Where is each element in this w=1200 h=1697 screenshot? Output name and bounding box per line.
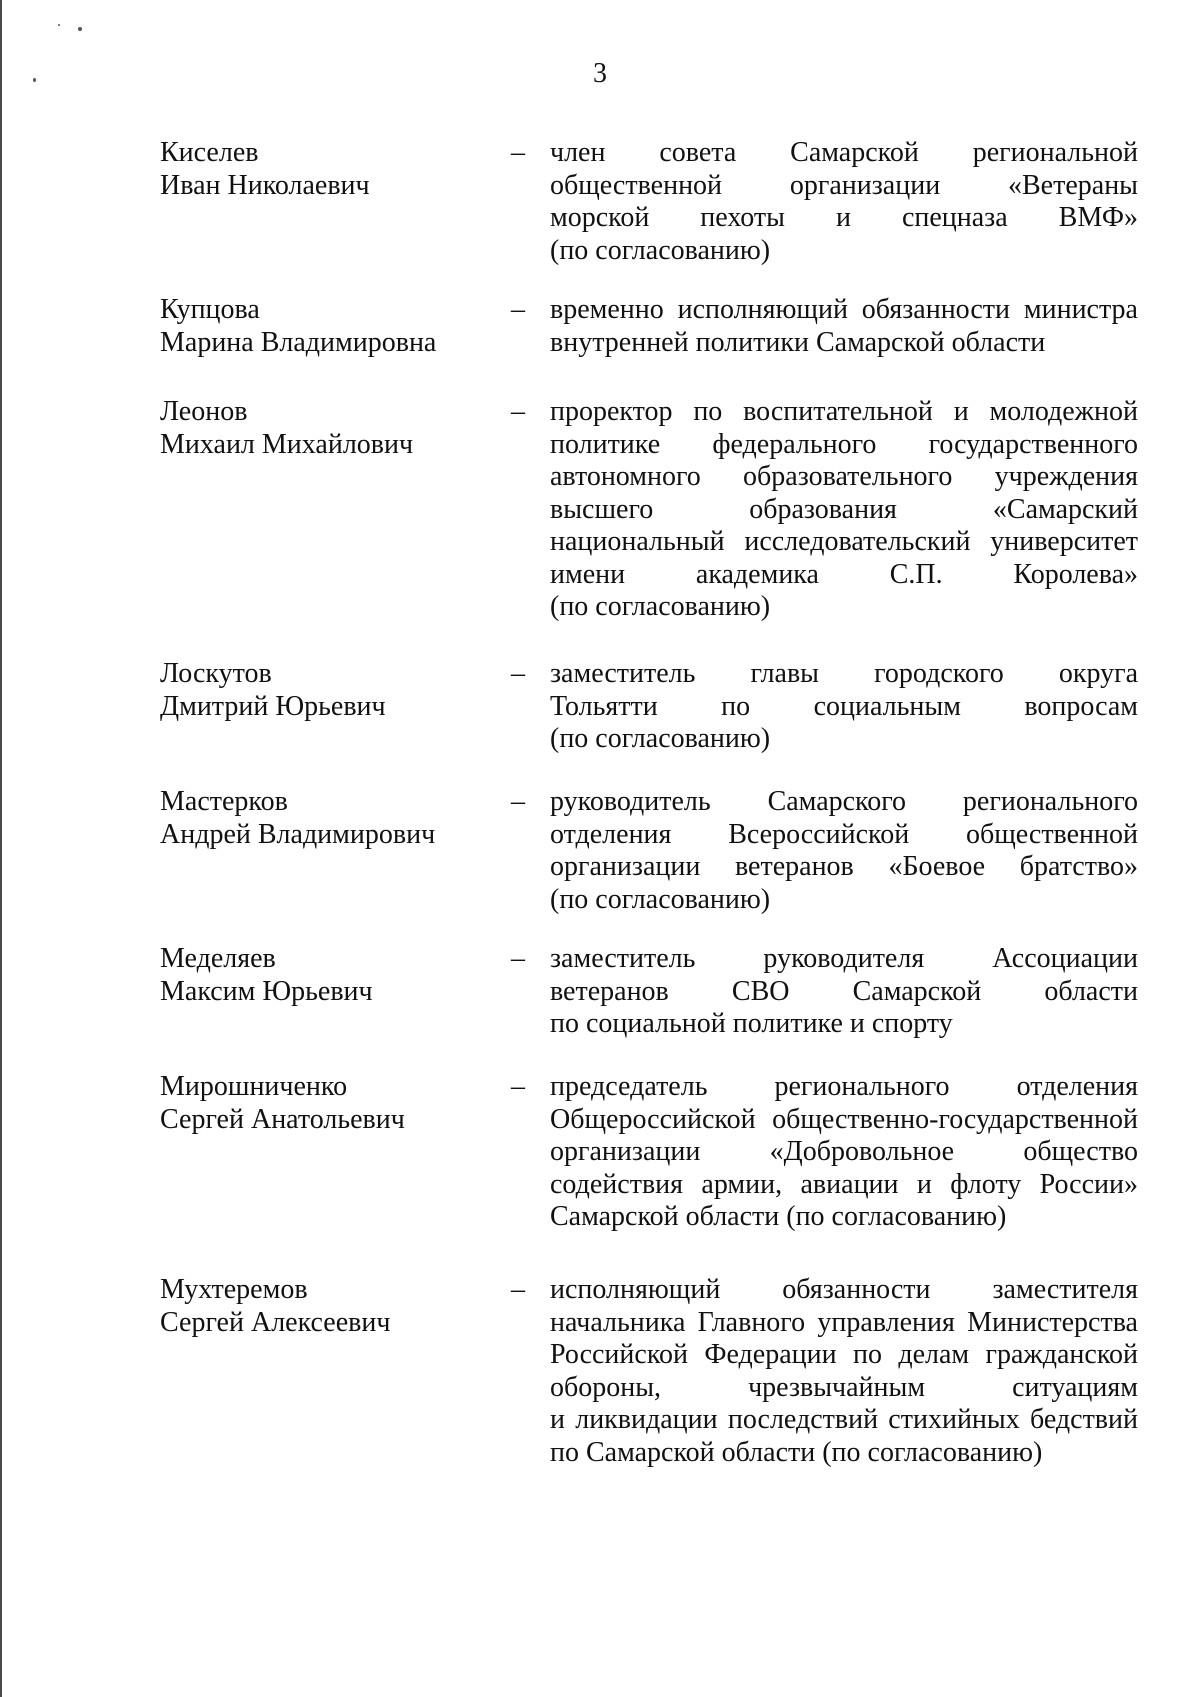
role-line: автономного образовательного учреждения: [550, 461, 1138, 492]
page-number: 3: [593, 58, 607, 89]
member-name: [160, 396, 490, 461]
member-given-names: Максим Юрьевич: [160, 975, 373, 1007]
role-line: (по согласованию): [550, 883, 771, 915]
member-given-names: Сергей Анатольевич: [160, 1103, 405, 1135]
member-surname: Киселев: [160, 137, 259, 168]
member-given-names: Марина Владимировна: [160, 326, 437, 358]
separator-dash: –: [511, 137, 525, 168]
member-given-names: Михаил Михайлович: [160, 428, 414, 460]
member-surname: Купцова: [160, 294, 260, 325]
member-name: [160, 137, 490, 202]
role-line: политике федерального государственного: [550, 428, 1138, 460]
role-line: заместитель главы городского округа: [550, 658, 1138, 689]
role-line: внутренней политики Самарской области: [550, 326, 1046, 358]
member-name: [160, 294, 490, 359]
member-role: [550, 1071, 1138, 1234]
member-name: [160, 786, 490, 851]
separator-dash: –: [511, 1274, 525, 1305]
role-line: содействия армии, авиации и флоту России»: [550, 1168, 1138, 1200]
role-line: морской пехоты и спецназа ВМФ»: [550, 202, 1138, 233]
separator-dash: –: [511, 294, 525, 325]
separator-dash: –: [511, 943, 525, 974]
separator-dash: –: [511, 658, 525, 689]
member-role: [550, 658, 1138, 756]
member-name: [160, 943, 490, 1008]
member-role: [550, 294, 1138, 359]
member-surname: Лоскутов: [160, 658, 272, 689]
role-line: обороны, чрезвычайным ситуациям: [550, 1371, 1138, 1403]
role-line: общественной организации «Ветераны: [550, 169, 1138, 201]
member-name: [160, 658, 490, 723]
member-given-names: Дмитрий Юрьевич: [160, 690, 386, 722]
member-surname: Мирошниченко: [160, 1071, 348, 1102]
member-given-names: Сергей Алексеевич: [160, 1306, 391, 1338]
member-role: [550, 943, 1138, 1041]
role-line: и ликвидации последствий стихийных бедствий: [550, 1404, 1138, 1435]
role-line: организации ветеранов «Боевое братство»: [550, 851, 1138, 882]
role-line: (по согласованию): [550, 723, 771, 754]
member-role: [550, 137, 1138, 267]
role-line: национальный исследовательский университет: [550, 526, 1138, 557]
role-line: (по согласованию): [550, 591, 771, 622]
role-line: временно исполняющий обязанности министра: [550, 294, 1138, 325]
role-line: Тольятти по социальным вопросам: [550, 690, 1138, 722]
role-line: председатель регионального отделения: [550, 1071, 1138, 1102]
separator-dash: –: [511, 1071, 525, 1102]
member-surname: Мухтеремов: [160, 1274, 308, 1305]
role-line: Самарской области (по согласованию): [550, 1201, 1007, 1232]
member-role: [550, 1274, 1138, 1469]
role-line: руководитель Самарского регионального: [550, 786, 1138, 817]
member-role: [550, 786, 1138, 916]
member-name: [160, 1071, 490, 1136]
role-line: высшего образования «Самарский: [550, 493, 1138, 525]
role-line: Общероссийской общественно-государственной: [550, 1103, 1138, 1135]
member-given-names: Андрей Владимирович: [160, 818, 436, 850]
role-line: заместитель руководителя Ассоциации: [550, 943, 1138, 974]
member-surname: Мастерков: [160, 786, 288, 817]
member-surname: Меделяев: [160, 943, 276, 974]
role-line: Российской Федерации по делам гражданской: [550, 1339, 1138, 1370]
separator-dash: –: [511, 786, 525, 817]
role-line: (по согласованию): [550, 234, 771, 266]
role-line: организации «Добровольное общество: [550, 1136, 1138, 1167]
role-line: по Самарской области (по согласованию): [550, 1436, 1043, 1468]
role-line: отделения Всероссийской общественной: [550, 818, 1138, 850]
member-surname: Леонов: [160, 396, 248, 427]
member-given-names: Иван Николаевич: [160, 169, 370, 201]
member-name: [160, 1274, 490, 1339]
role-line: проректор по воспитательной и молодежной: [550, 396, 1138, 427]
role-line: член совета Самарской региональной: [550, 137, 1138, 168]
role-line: по социальной политике и спорту: [550, 1008, 953, 1039]
role-line: начальника Главного управления Министерства: [550, 1306, 1138, 1338]
member-role: [550, 396, 1138, 624]
separator-dash: –: [511, 396, 525, 427]
role-line: исполняющий обязанности заместителя: [550, 1274, 1138, 1305]
role-line: ветеранов СВО Самарской области: [550, 975, 1138, 1007]
role-line: имени академика С.П. Королева»: [550, 558, 1138, 590]
